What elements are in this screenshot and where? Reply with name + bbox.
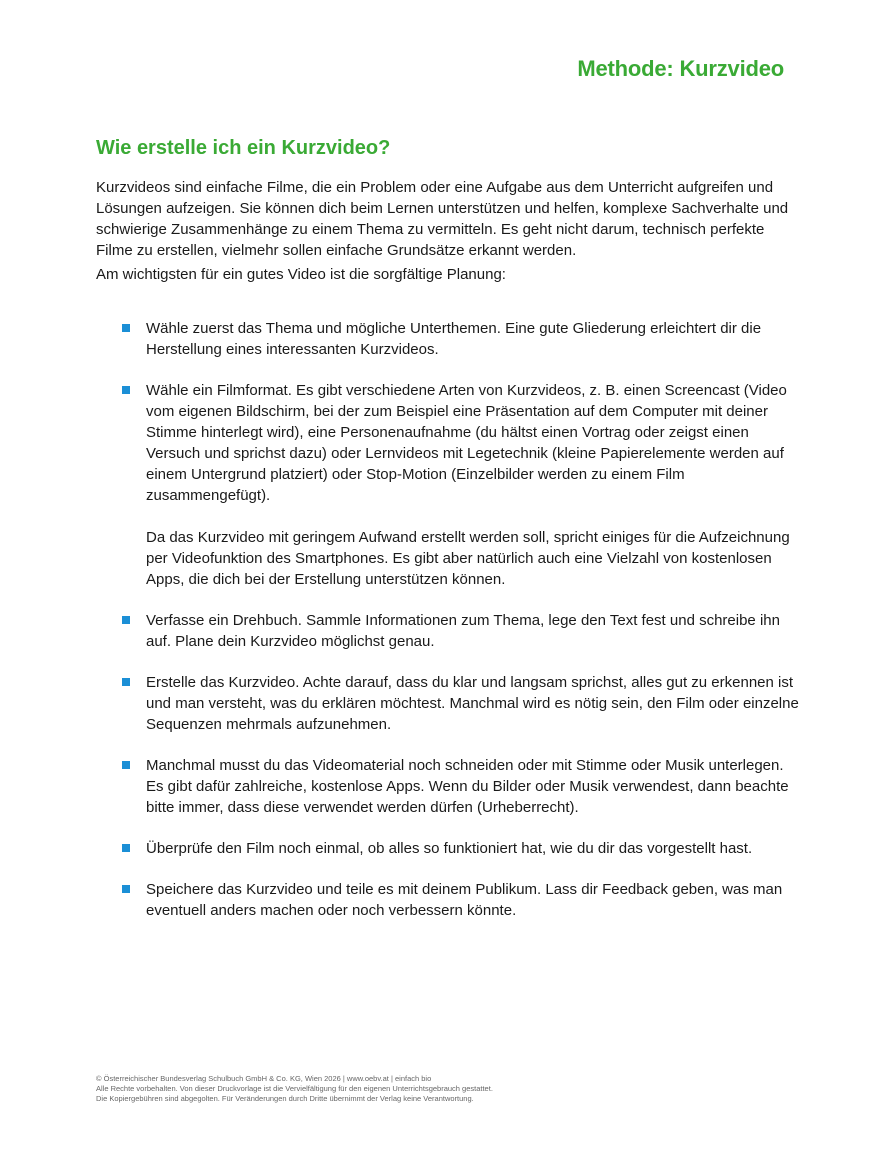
intro-lead: Am wichtigsten für ein gutes Video ist die sorgfältige Planung: [96, 266, 506, 283]
list-item [120, 318, 800, 360]
list-item [120, 610, 800, 652]
step-text: Manchmal musst du das Videomaterial noch schneiden oder mit Stimme oder Musik unterlegen. Es gibt dafür zahlreiche, kostenlose Apps. Wenn du Bilder oder Musik verwendest, dann beachte bitte immer, dass diese verwendet werden dürfen (Urheberrecht). [146, 757, 789, 816]
intro-paragraph: Kurzvideos sind einfache Filme, die ein Problem oder eine Aufgabe aus dem Unterricht aufgreifen und Lösungen aufzeigen. Sie können dich beim Lernen unterstützen und helfen, komplexe Sachverhalte und schwierige Zusammenhänge zu einem Thema zu vermitteln. Es geht nicht darum, technisch perfekte Filme zu erstellen, vielmehr sollen einfache Grundsätze erkannt werden. [96, 179, 789, 259]
list-item [120, 380, 800, 590]
step-text: Überprüfe den Film noch einmal, ob alles so funktioniert hat, wie du dir das vorgestellt hast. [146, 840, 753, 857]
page-heading: Wie erstelle ich ein Kurzvideo? [96, 137, 391, 159]
footer-line: Alle Rechte vorbehalten. Von dieser Druckvorlage ist die Vervielfältigung für den eigenen Unterrichtsgebrauch gestattet. [96, 1084, 493, 1093]
copyright-footer [96, 1074, 796, 1104]
footer-line: © Österreichischer Bundesverlag Schulbuch GmbH & Co. KG, Wien 2026 | www.oebv.at | einfach bio [96, 1074, 432, 1083]
step-text: Verfasse ein Drehbuch. Sammle Informationen zum Thema, lege den Text fest und schreibe ihn auf. Plane dein Kurzvideo möglichst genau. [146, 612, 780, 650]
list-item [120, 838, 800, 859]
step-text: Speichere das Kurzvideo und teile es mit deinem Publikum. Lass dir Feedback geben, was man eventuell anders machen oder noch verbessern könnte. [146, 881, 783, 919]
square-bullet-icon [122, 761, 130, 769]
footer-line: Die Kopiergebühren sind abgegolten. Für Veränderungen durch Dritte übernimmt der Verlag keine Verantwortung. [96, 1094, 474, 1103]
square-bullet-icon [122, 844, 130, 852]
square-bullet-icon [122, 678, 130, 686]
step-text: Wähle ein Filmformat. Es gibt verschiedene Arten von Kurzvideos, z. B. einen Screencast (Video vom eigenen Bildschirm, bei der zum Beispiel eine Präsentation auf dem Computer mit deiner Stimme hinterlegt wird), eine Personenaufnahme (du hältst einen Vortrag oder zeigst einen Versuch und sprichst dazu) oder Lernvideos mit Legetechnik (kleine Papierelemente werden auf einem Untergrund platziert) oder Stop-Motion (Einzelbilder werden zu einem Film zusammengefügt). [146, 382, 787, 504]
step-text: Erstelle das Kurzvideo. Achte darauf, dass du klar und langsam sprichst, alles gut zu erkennen ist und man versteht, was du erklären möchtest. Manchmal wird es nötig sein, den Film oder einzelne Sequenzen mehrmals aufzunehmen. [146, 674, 799, 733]
step-text: Wähle zuerst das Thema und mögliche Unterthemen. Eine gute Gliederung erleichtert dir die Herstellung eines interessanten Kurzvideos. [146, 320, 762, 358]
list-item [120, 755, 800, 818]
list-item [120, 879, 800, 921]
square-bullet-icon [122, 616, 130, 624]
list-item [120, 672, 800, 735]
steps-list [120, 318, 800, 941]
method-title: Methode: Kurzvideo [577, 56, 784, 81]
square-bullet-icon [122, 885, 130, 893]
step-extra-text: Da das Kurzvideo mit geringem Aufwand erstellt werden soll, spricht einiges für die Aufzeichnung per Videofunktion des Smartphones. Es gibt aber natürlich auch eine Vielzahl von kostenlosen Apps, die dich bei der Erstellung unterstützen können. [146, 529, 790, 588]
square-bullet-icon [122, 324, 130, 332]
square-bullet-icon [122, 386, 130, 394]
